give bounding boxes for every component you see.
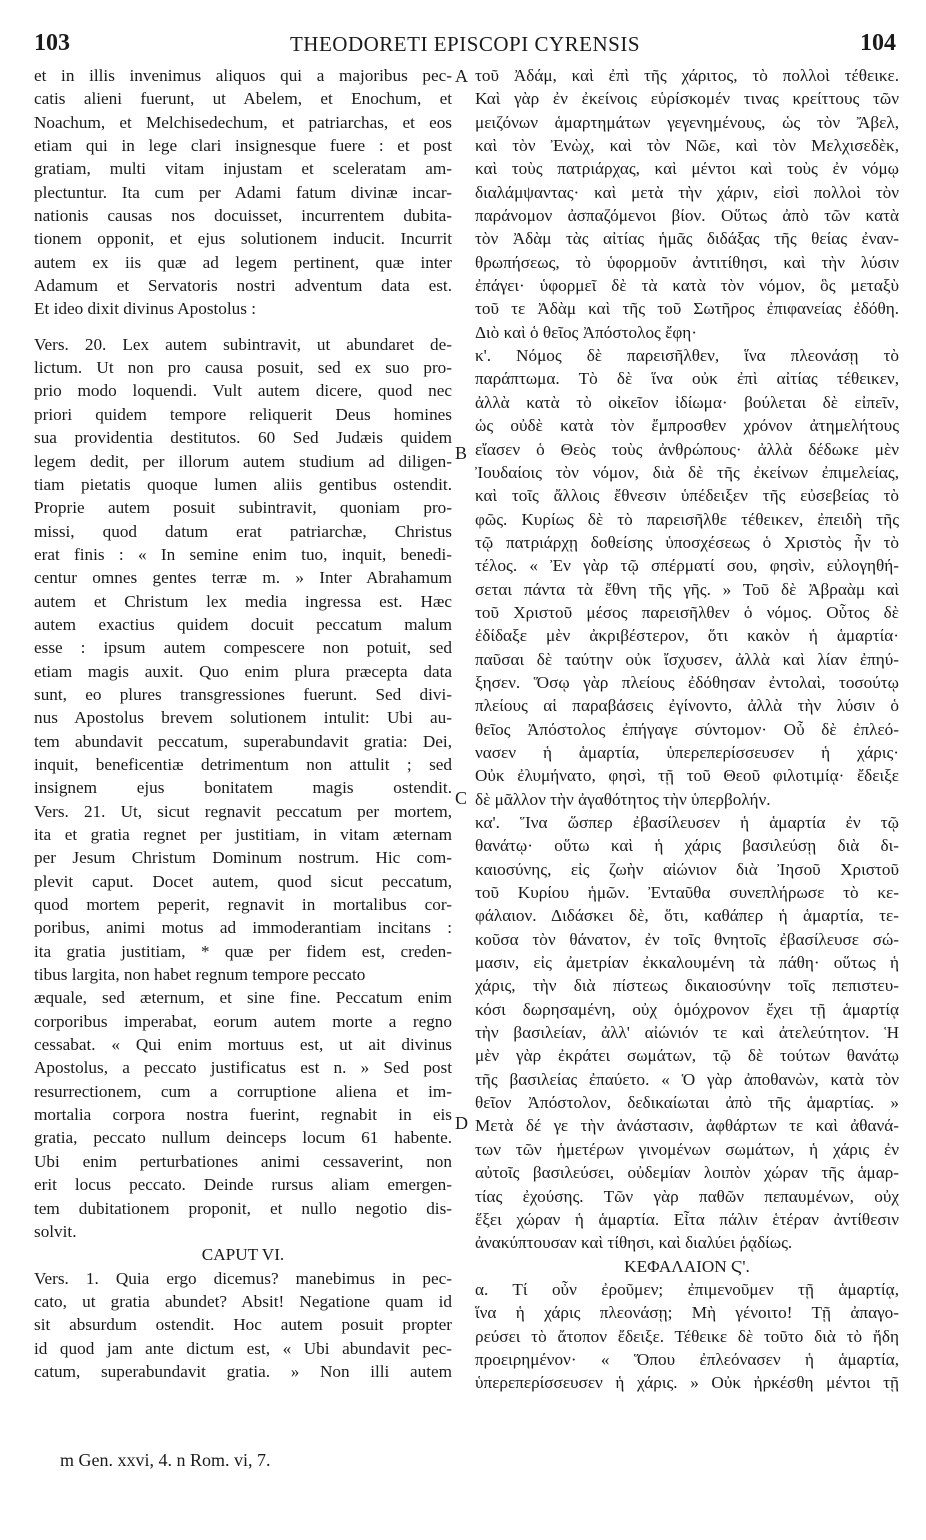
greek-text-line: αὐτοῖς βασιλεύσει, οὐδεμίαν λοιπὸν χώραν τῆς ἁμαρ- bbox=[475, 1163, 899, 1183]
greek-text-line: τῆς βασιλείας ἐπαύετο. « Ὁ γὰρ ἀποθανὼν, κατὰ τὸν bbox=[475, 1069, 899, 1089]
latin-text-line: tibus largita, non habet regnum tempore peccato bbox=[34, 965, 366, 985]
greek-text-line: μειζόνων ἁμαρτημάτων γεγενημένους, ὡς τὸν Ἄβελ, bbox=[475, 112, 899, 132]
greek-text-line: κ'. Νόμος δὲ παρεισῆλθεν, ἵνα πλεονάσῃ τὸ bbox=[475, 346, 899, 366]
greek-text-line: θανάτῳ· οὕτω καὶ ἡ χάρις βασιλεύσῃ διὰ δι- bbox=[475, 836, 899, 856]
greek-text-line: νασεν ἡ ἁμαρτία, ὑπερεπερίσσευσεν ἡ χάρις· bbox=[475, 742, 899, 762]
right-page-number: 104 bbox=[860, 30, 896, 56]
latin-text-line: ita et gratia regnet per justitiam, in vitam æternam bbox=[34, 825, 452, 844]
greek-text-line: φάλαιον. Διδάσκει δὲ, ὅτι, καθάπερ ἡ ἁμαρτία, τε- bbox=[475, 906, 899, 926]
greek-text-line: προειρημένον· « Ὅπου ἐπλεόνασεν ἡ ἁμαρτία, bbox=[475, 1349, 899, 1369]
latin-text-line: autem ex iis quæ ad legem pertinent, quæ inter bbox=[34, 252, 452, 272]
latin-text-line: cato, ut gratia abundet? Absit! Negatione quam id bbox=[34, 1291, 452, 1311]
latin-text-line: Vers. 20. Lex autem subintravit, ut abundaret de- bbox=[34, 334, 452, 354]
greek-text-line: τοῦ Ἀδάμ, καὶ ἐπὶ τῆς χάριτος, τὸ πολλοὶ τέθεικε. bbox=[475, 66, 899, 85]
latin-text-line: id quod jam ante dictum est, « Ubi abundavit pec- bbox=[34, 1338, 452, 1358]
greek-text-line: καὶ τὸν Ἐνὼχ, καὶ τὸν Νῶε, καὶ τὸν Μελχισεδὲκ, bbox=[475, 136, 899, 156]
greek-text-line: θεῖος Ἀπόστολος ἐπήγαγε σύντομον· Οὗ δὲ ἐπλεό- bbox=[475, 719, 899, 739]
greek-text-line: παράνομον ἀσπαζόμενοι βίον. Οὕτως ἀπὸ τῶν κατὰ bbox=[475, 206, 899, 226]
latin-text-line: catum, superabundavit gratia. » Non illi autem bbox=[34, 1361, 452, 1381]
latin-text-line: æquale, sed æternum, et sine fine. Peccatum enim bbox=[34, 988, 452, 1008]
greek-text-line: μασιν, εἰς ἀμετρίαν ἐκκαλουμένη τὰ πάθη· οὕτως ἡ bbox=[475, 953, 899, 973]
latin-text-line: catis alieni fuerunt, ut Abelem, et Enochum, et bbox=[34, 89, 452, 109]
latin-text-line: nationis causas nos docuisset, incurrentem dubita- bbox=[34, 206, 452, 226]
greek-text-line: ρεύσει τὸ ἄτοπον ἔδειξε. Τέθεικε δὲ τοῦτο διὰ τὸ ἤδη bbox=[475, 1326, 899, 1346]
latin-text-line: resurrectionem, cum a corruptione aliena et im- bbox=[34, 1081, 452, 1101]
greek-text-line: παράπτωμα. Τὸ δὲ ἵνα οὐκ ἐπὶ αἰτίας τέθεικεν, bbox=[475, 369, 899, 389]
greek-text-line: δὲ μᾶλλον τὴν ἀγαθότητος τὴν ὑπερβολήν. bbox=[475, 789, 771, 809]
greek-text-line: Μετὰ δέ γε τὴν ἀνάστασιν, ἀφθάρτων τε καὶ ἀθανά- bbox=[475, 1116, 899, 1136]
greek-column bbox=[475, 64, 899, 1395]
latin-text-line: ita gratia justitiam, * quæ per fidem est, creden- bbox=[34, 941, 452, 961]
greek-text-line: εἴασεν ὁ Θεὸς τοὺς ἀνθρώπους· ἀλλὰ δέδωκε μὲν bbox=[475, 439, 899, 459]
latin-text-line: lictum. Ut non pro causa posuit, sed ex suo pro- bbox=[34, 358, 452, 378]
greek-text-line: κόσι δωρησαμένη, οὐχ ὁμόχρονον ἔχει τῇ ἁμαρτίᾳ bbox=[475, 999, 899, 1019]
greek-text-line: χάρις, τὴν διὰ πίστεως δικαιοσύνην τοῖς πεπιστευ- bbox=[475, 976, 899, 996]
latin-text-line: tiam pietatis quoque lumen aliis gentibus ostendit. bbox=[34, 474, 452, 494]
latin-text-line: tem abundavit peccatum, superabundavit gratia: Dei, bbox=[34, 731, 452, 751]
footnotes: m Gen. xxvi, 4. n Rom. vi, 7. bbox=[60, 1450, 271, 1470]
latin-text-line: insignem ejus bonitatem magis ostendit. bbox=[34, 778, 452, 798]
greek-text-line: κα'. Ἵνα ὥσπερ ἐβασίλευσεν ἡ ἁμαρτία ἐν τῷ bbox=[475, 813, 899, 832]
latin-text-line: quod mortem peperit, regnavit in mortalibus cor- bbox=[34, 895, 452, 915]
greek-text-line: Διὸ καὶ ὁ θεῖος Ἀπόστολος ἔφη· bbox=[475, 322, 697, 342]
latin-text-line: Vers. 1. Quia ergo dicemus? manebimus in pec- bbox=[34, 1268, 452, 1288]
greek-text-line: Ἰουδαίοις τὸν νόμον, διὰ δὲ τῆς ἐκείνων ἐπιμελείας, bbox=[475, 462, 899, 482]
latin-text-line: gratiam, multi vitam injustam et sceleratam am- bbox=[34, 159, 452, 179]
latin-text-line: missi, quod datum erat patriarchæ, Christus bbox=[34, 521, 452, 541]
greek-text-line: τὸν Ἀδὰμ τὰς αἰτίας ἡμᾶς διδάξας τῆς θείας ἐναν- bbox=[475, 229, 899, 249]
latin-text-line: autem et Christum lex media ingressa est. Hæc bbox=[34, 591, 452, 611]
latin-text-line: et in illis invenimus aliquos qui a majoribus pec- bbox=[34, 66, 452, 85]
greek-text-line: φῶς. Κυρίως δὲ τὸ παρεισῆλθε τέθεικεν, ἐπειδὴ τῆς bbox=[475, 509, 899, 529]
greek-text-line: θρωπήσεως, τὸ ὑφορμοῦν ἀντιτίθησι, καὶ τὴν λύσιν bbox=[475, 252, 899, 272]
latin-column bbox=[34, 64, 452, 1383]
latin-text-line: tem dubitationem proponit, et nullo negotio dis- bbox=[34, 1198, 452, 1218]
greek-text-line: διαλάμψαντας· καὶ μετὰ τὴν χάριν, εἰσὶ πολλοὶ τὸν bbox=[475, 182, 899, 202]
latin-text-line: sua providentia destitutos. 60 Sed Judæis quidem bbox=[34, 428, 452, 448]
latin-text-line: priori quidem tempore reliquerit Deus homines bbox=[34, 404, 452, 424]
greek-text-line: ἀλλὰ κατὰ τὸ οἰκεῖον ἰδίωμα· βούλεται δὲ εἰπεῖν, bbox=[475, 392, 899, 412]
latin-text-line: poribus, animi motus ad immoderantiam incitans : bbox=[34, 918, 452, 938]
greek-text-line: τίας ἐχούσης. Τῶν γὰρ παθῶν πεπαυμένων, οὐχ bbox=[475, 1186, 899, 1206]
latin-text-line: Adamum et Servatoris nostri adventum data est. bbox=[34, 276, 452, 296]
latin-text-line: mortalia corpora nostra fuerint, regnabit in eis bbox=[34, 1105, 452, 1125]
margin-letter-a: A bbox=[455, 66, 468, 86]
greek-text-line: κοῦσα τὸν θάνατον, ἐν τοῖς θνητοῖς ἐβασίλευσε σώ- bbox=[475, 929, 899, 949]
greek-text-line: πλείους αἱ παραβάσεις ἐγίνοντο, ἀλλὰ τὴν λύσιν ὁ bbox=[475, 696, 899, 716]
left-page-number: 103 bbox=[34, 30, 70, 56]
latin-text-line: esse : ipsum autem compescere non potuit, sed bbox=[34, 638, 452, 658]
greek-text-line: ἐδίδαξε μὲν ἀκριβέστερον, ὅτι κακὸν ἡ ἁμαρτία· bbox=[475, 626, 899, 646]
latin-text-line: solvit. bbox=[34, 1221, 77, 1241]
latin-text-line: tionem opponit, et ejus solutionem inducit. Incurrit bbox=[34, 229, 452, 249]
greek-text-line: ἕξει χώραν ἡ ἁμαρτία. Εἶτα πάλιν ἑτέραν ἀντίθεσιν bbox=[475, 1209, 899, 1229]
greek-text-line: ΚΕΦΑΛΑΙΟΝ Ϛ'. bbox=[624, 1256, 750, 1276]
greek-text-line: καιοσύνης, εἰς ζωὴν αἰώνιον διὰ Ἰησοῦ Χριστοῦ bbox=[475, 859, 899, 879]
greek-text-line: σεται πάντα τὰ ἔθνη τῆς γῆς. » Τοῦ δὲ Ἀβραὰμ καὶ bbox=[475, 579, 899, 599]
greek-text-line: τοῦ Χριστοῦ μέσος παρεισῆλθεν ὁ νόμος. Οὗτος δὲ bbox=[475, 602, 899, 622]
running-title: THEODORETI EPISCOPI CYRENSIS bbox=[289, 32, 641, 56]
latin-text-line: Vers. 21. Ut, sicut regnavit peccatum per mortem, bbox=[34, 801, 452, 821]
latin-text-line: corporibus imperabat, eorum autem morte a regno bbox=[34, 1011, 452, 1031]
greek-text-line: Καὶ γὰρ ἐν ἐκείνοις εὑρίσκομέν τινας κρείττους τῶν bbox=[475, 89, 899, 109]
latin-text-line: cessabat. « Qui enim mortuus est, ut ait divinus bbox=[34, 1035, 452, 1055]
latin-text-line: erit locus peccato. Deinde rursus aliam emergen- bbox=[34, 1175, 452, 1195]
margin-letter-d: D bbox=[455, 1113, 468, 1133]
greek-text-line: παῦσαι δὲ ταύτην οὐκ ἴσχυσεν, ἀλλὰ καὶ λίαν ἐπηύ- bbox=[475, 649, 899, 669]
greek-text-line: ἐπάγει· ὑφορμεῖ δὲ τὰ κατὰ τὸν νόμον, ὃς μεταξὺ bbox=[475, 276, 899, 296]
latin-text-line: plevit caput. Docet autem, quod sicut peccatum, bbox=[34, 871, 452, 891]
margin-letter-c: C bbox=[455, 788, 468, 808]
greek-text-line: ξησεν. Ὅσῳ γὰρ πλείους ἐδόθησαν ἐντολαὶ, τοσούτῳ bbox=[475, 672, 899, 692]
latin-text-line: autem exactius quidem docuit peccatum malum bbox=[34, 614, 452, 634]
latin-text-line: erat finis : « In semine enim tuo, inquit, benedi- bbox=[34, 544, 452, 564]
latin-text-line bbox=[34, 321, 452, 333]
latin-text-line: Et ideo dixit divinus Apostolus : bbox=[34, 299, 257, 319]
latin-text-line: prio modo loquendi. Vult autem dicere, quod nec bbox=[34, 381, 452, 401]
latin-text-line: etiam magis auxit. Quo enim plura præcepta data bbox=[34, 661, 452, 681]
latin-text-line: Proprie autem posuit subintravit, quoniam pro- bbox=[34, 498, 452, 518]
latin-text-line: inquit, beneficentiæ detrimentum non attulit ; sed bbox=[34, 754, 452, 774]
page-header bbox=[34, 30, 896, 60]
latin-text-line: CAPUT VI. bbox=[201, 1245, 285, 1265]
latin-text-line: Noachum, et Melchisedechum, et patriarchas, et eos bbox=[34, 112, 452, 132]
greek-text-line: των τῶν ἡμετέρων γινομένων σωμάτων, ἡ χάρις ἐν bbox=[475, 1139, 899, 1159]
latin-text-line: sit absurdum ostendit. Hoc autem posuit propter bbox=[34, 1315, 452, 1335]
latin-text-line: per Jesum Christum Dominum nostrum. Hic com- bbox=[34, 848, 452, 868]
latin-text-line: sunt, eo plures transgressiones fuerunt. Sed divi- bbox=[34, 684, 452, 704]
greek-text-line: θεῖον Ἀπόστολον, δεδικαίωται ἀπὸ τῆς ἁμαρτίας. » bbox=[475, 1093, 899, 1113]
latin-text-line: etiam qui in lege clari insignesque fuere : et post bbox=[34, 136, 452, 156]
greek-text-line: τῷ πατριάρχῃ δοθείσης ὑποσχέσεως ὁ Χριστὸς ἦν τὸ bbox=[475, 532, 899, 552]
latin-text-line: gratia, peccato nullum deinceps locum 61 habente. bbox=[34, 1128, 452, 1148]
greek-text-line: ἀνακύπτουσαν καὶ τίθησι, καὶ διαλύει ῥᾳδίως. bbox=[475, 1233, 793, 1253]
greek-text-line: α. Τί οὖν ἐροῦμεν; ἐπιμενοῦμεν τῇ ἁμαρτίᾳ, bbox=[475, 1279, 899, 1299]
latin-text-line: centur omnes gentes terræ m. » Inter Abrahamum bbox=[34, 568, 452, 588]
greek-text-line: καὶ τοῖς ἄλλοις ἔθνεσιν ὑπέδειξεν τῆς εὐσεβείας τὸ bbox=[475, 486, 899, 506]
greek-text-line: μὲν γὰρ ἐκράτει σωμάτων, τῷ δὲ τούτων θανάτῳ bbox=[475, 1046, 899, 1066]
greek-text-line: ἵνα ἡ χάρις πλεονάσῃ; Μὴ γένοιτο! Τῇ ἀπαγο- bbox=[475, 1303, 899, 1323]
greek-text-line: ὑπερεπερίσσευσεν ἡ χάρις. » Οὐκ ἠρκέσθη μέντοι τῇ bbox=[475, 1373, 899, 1393]
greek-text-line: καὶ τοὺς πατριάρχας, καὶ μέντοι καὶ τοὺς ἐν νόμῳ bbox=[475, 159, 899, 179]
greek-text-line: ὡς οὐδὲ κατὰ τὸν ἔμπροσθεν χρόνον ἀτημελήτους bbox=[475, 416, 899, 436]
greek-text-line: τοῦ Κυρίου ἡμῶν. Ἐνταῦθα συνεπλήρωσε τὸ κε- bbox=[475, 883, 899, 903]
latin-text-line: legem dedit, per illorum autem studium ad diligen- bbox=[34, 451, 452, 471]
margin-letter-b: B bbox=[455, 443, 468, 463]
latin-text-line: Apostolus, a peccato justificatus est n. » Sed post bbox=[34, 1058, 452, 1078]
greek-text-line: τοῦ τε Ἀδὰμ καὶ τῆς τοῦ Σωτῆρος ἐπιφανείας ἐδόθη. bbox=[475, 299, 899, 319]
latin-text-line: Ubi enim perturbationes animi cessaverint, non bbox=[34, 1151, 452, 1171]
latin-text-line: plectuntur. Ita cum per Adami fatum divinæ incar- bbox=[34, 182, 452, 202]
greek-text-line: τὴν βασιλείαν, ἀλλ' αἰώνιόν τε καὶ ἀτελεύτητον. Ἡ bbox=[475, 1023, 899, 1043]
latin-text-line: nus Apostolus brevem solutionem intulit: Ubi au- bbox=[34, 708, 452, 728]
greek-text-line: τέλος. « Ἐν γὰρ τῷ σπέρματί σου, φησὶν, εὐλογηθή- bbox=[475, 556, 899, 576]
greek-text-line: Οὐκ ἐλυμήνατο, φησὶ, τῇ τοῦ Θεοῦ φιλοτιμίᾳ· ἔδειξε bbox=[475, 766, 899, 786]
